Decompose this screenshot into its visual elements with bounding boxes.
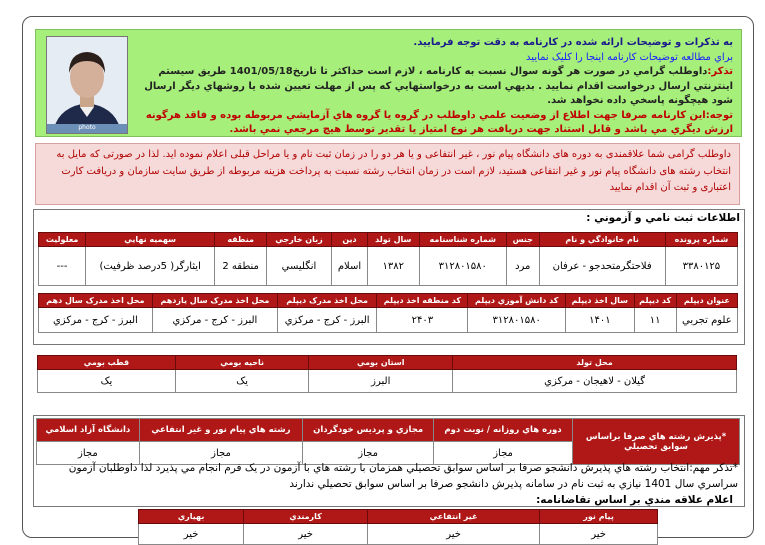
disability: --- bbox=[39, 247, 86, 286]
grade11-place: البرز - کرج - مرکزي bbox=[152, 308, 277, 333]
col-name: نام خانوادگي و نام bbox=[539, 233, 665, 247]
col-region-code: کد منطقه اخذ ديپلم bbox=[377, 294, 468, 308]
full-name: فلاحتگرمتحدجو - عرفان bbox=[539, 247, 665, 286]
gender: مرد bbox=[506, 247, 539, 286]
col-virtual: مجازي و پرديس خودگردان bbox=[303, 419, 434, 442]
native-area: يک bbox=[175, 370, 309, 393]
payment-info-box: داوطلب گرامی شما علاقمندی به دوره های دانشگاه پیام نور ، غیر انتفاعی و یا هر دو را در زمان ثبت نام و یا مراحل قبلی اعلام نموده اید. لذا در صورتی که مایل به انتخاب رشته های دانشگاه پیام نور و غیر انتفاعی هستید، لازم است در زمان انتخاب رشته نسبت به پرداخت هزینه مربوطه از طریق سایت سازمان و دریافت کارت اعتباری و ثبت آن اقدام نمایید bbox=[35, 143, 740, 205]
col-birth-year: سال تولد bbox=[368, 233, 420, 247]
col-daytime: دوره هاي روزانه / نوبت دوم bbox=[434, 419, 573, 442]
explanations-link[interactable]: براي مطالعه توضيحات کارنامه اينجا را کليک نماييد bbox=[526, 51, 733, 63]
col-diploma-year: سال اخذ ديپلم bbox=[566, 294, 635, 308]
person-photo-icon bbox=[47, 37, 127, 133]
table-row bbox=[39, 308, 738, 333]
registration-table bbox=[38, 232, 738, 286]
col-grade11-place: محل اخذ مدرک سال يازدهم bbox=[152, 294, 277, 308]
col-disability: معلوليت bbox=[39, 233, 86, 247]
religion: اسلام bbox=[331, 247, 367, 286]
deadline-notice bbox=[133, 65, 733, 109]
daytime-status: مجاز bbox=[434, 442, 573, 465]
diploma-place: البرز - کرج - مرکزي bbox=[278, 308, 377, 333]
col-religion: دين bbox=[331, 233, 367, 247]
registration-section bbox=[33, 209, 745, 345]
virtual-status: مجاز bbox=[303, 442, 434, 465]
col-native-pole: قطب بومي bbox=[38, 356, 176, 370]
interest-title: اعلام علاقه مندي بر اساس تقاضانامه: bbox=[536, 494, 733, 506]
diploma-table bbox=[38, 293, 738, 333]
diploma-code: ۱۱ bbox=[634, 308, 676, 333]
nursing-interest: خير bbox=[139, 524, 244, 545]
diploma-title: علوم تجربي bbox=[676, 308, 737, 333]
admission-label: *پذيرش رشته هاي صرفا براساس سوابق تحصيلي bbox=[573, 419, 740, 465]
admission-table bbox=[36, 418, 740, 465]
col-id-number: شماره شناسنامه bbox=[419, 233, 506, 247]
col-diploma-title: عنوان ديپلم bbox=[676, 294, 737, 308]
tazakor-text: داوطلب گرامي در صورت هر گونه سوال نسبت به کارنامه ، لازم است حداکثر تا تاريخ1401/05/18 طريق سيستم اينترنتي ارسال درخواست اقدام نماييد . بديهي است به درخواستهايي که پس از مهلت تعيين شده يا روشهاي ديگر ارسال شود هيچگونه پاسخي داده نخواهد شد. bbox=[144, 66, 733, 106]
interest-table bbox=[138, 509, 658, 545]
col-birthplace: محل تولد bbox=[453, 356, 737, 370]
native-province: البرز bbox=[309, 370, 453, 393]
notice-heading: به تذکرات و توضیحات ارائه شده در کارنامه به دقت توجه فرمایید. bbox=[413, 37, 733, 48]
nonprofit-interest: خير bbox=[368, 524, 540, 545]
col-student-code: کد دانش آموزي ديپلم bbox=[468, 294, 566, 308]
col-payamnoor-interest: پيام نور bbox=[540, 510, 658, 524]
table-row bbox=[139, 524, 658, 545]
col-native-province: استان بومي bbox=[309, 356, 453, 370]
quota: ايثارگر( 5درصد ظرفيت) bbox=[86, 247, 215, 286]
language: انگليسي bbox=[267, 247, 332, 286]
azad-status: مجاز bbox=[37, 442, 140, 465]
col-payamnoor: رشته هاي پيام نور و غير انتفاعي bbox=[139, 419, 302, 442]
birthplace: گيلان - لاهيجان - مرکزي bbox=[453, 370, 737, 393]
col-diploma-place: محل اخذ مدرک ديپلم bbox=[278, 294, 377, 308]
col-azad: دانشگاه آزاد اسلامي bbox=[37, 419, 140, 442]
col-region: منطقه bbox=[215, 233, 267, 247]
table-row bbox=[38, 370, 737, 393]
candidate-photo bbox=[46, 36, 128, 134]
admission-note: *تذکر مهم:انتخاب رشته هاي پذيرش دانشجو صرفا بر اساس سوابق تحصيلي همزمان با رشته هاي با آزمون در يک فرم انجام مي پذيرد لذا داوطلبان آزمون سراسري سال 1401 نيازي به ثبت نام در سامانه پذيرش دانشجو صرفا بر اساس سوابق تحصيلي ندارند bbox=[68, 462, 738, 490]
notice-box bbox=[35, 29, 742, 137]
col-nursing-interest: بهياري bbox=[139, 510, 244, 524]
student-code: ۳۱۲۸۰۱۵۸۰ bbox=[468, 308, 566, 333]
col-diploma-code: کد ديپلم bbox=[634, 294, 676, 308]
col-employee-interest: کارمندي bbox=[244, 510, 368, 524]
birthplace-table bbox=[37, 355, 737, 393]
payamnoor-status: مجاز bbox=[139, 442, 302, 465]
grade10-place: البرز - کرج - مرکزي bbox=[39, 308, 153, 333]
report-card-frame bbox=[22, 16, 754, 538]
col-grade10-place: محل اخذ مدرک سال دهم bbox=[39, 294, 153, 308]
notice-text bbox=[133, 36, 733, 138]
diploma-year: ۱۴۰۱ bbox=[566, 308, 635, 333]
tazakor-label: تذکر: bbox=[707, 66, 733, 77]
col-gender: جنس bbox=[506, 233, 539, 247]
region: منطقه 2 bbox=[215, 247, 267, 286]
file-number: ۳۳۸۰۱۲۵ bbox=[665, 247, 737, 286]
registration-title: اطلاعات ثبت نامي و آزموني : bbox=[586, 212, 740, 224]
warning-text: توجه:اين کارنامه صرفا جهت اطلاع از وضعيت علمي داوطلب در گروه يا گروه هاي آزمايشي مربوطه بوده و فاقد هرگونه ارزش ديگري مي باشد و قابل استناد جهت دريافت هر نوع امتياز يا تقدير توسط هيچ مرجعي نمي باشد. bbox=[145, 109, 733, 135]
photo-caption: photo bbox=[47, 124, 127, 133]
payamnoor-interest: خير bbox=[540, 524, 658, 545]
col-quota: سهميه نهايي bbox=[86, 233, 215, 247]
birth-year: ۱۳۸۲ bbox=[368, 247, 420, 286]
native-pole: يک bbox=[38, 370, 176, 393]
table-row bbox=[39, 247, 738, 286]
region-code: ۲۴۰۳ bbox=[377, 308, 468, 333]
col-nonprofit-interest: غير انتفاعي bbox=[368, 510, 540, 524]
col-file-number: شماره پرونده bbox=[665, 233, 737, 247]
col-native-area: ناحيه بومي bbox=[175, 356, 309, 370]
col-language: زبان خارجي bbox=[267, 233, 332, 247]
employee-interest: خير bbox=[244, 524, 368, 545]
id-number: ۳۱۲۸۰۱۵۸۰ bbox=[419, 247, 506, 286]
